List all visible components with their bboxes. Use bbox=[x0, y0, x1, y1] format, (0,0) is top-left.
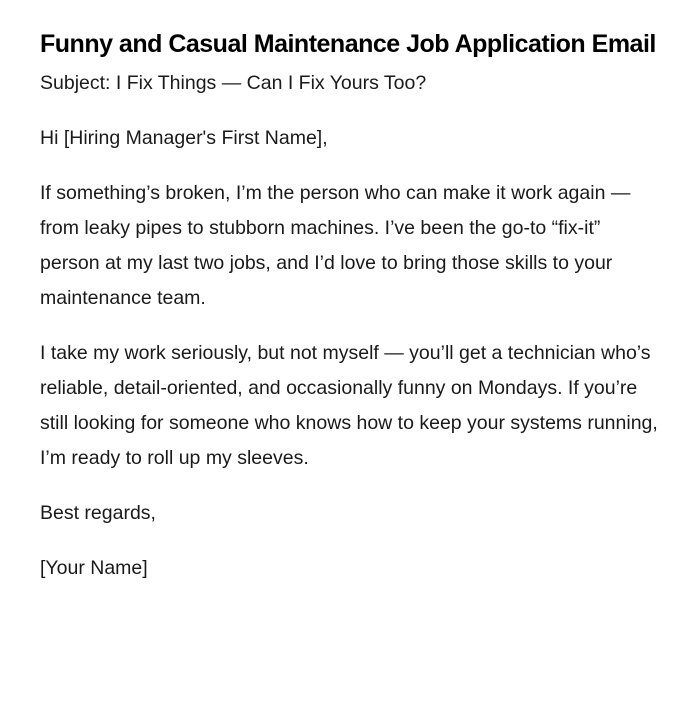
email-signature: [Your Name] bbox=[40, 557, 148, 579]
email-subject-line: Subject: I Fix Things — Can I Fix Yours Too? bbox=[40, 72, 427, 94]
email-body-paragraph-1: If something’s broken, I’m the person who can make it work again — from leaky pipes to stubborn machines. I’ve been the go-to “fix-it” person at my last two jobs, and I’d love to bring those skills to your maintenance team. bbox=[40, 182, 631, 309]
page-title: Funny and Casual Maintenance Job Application Email bbox=[40, 30, 656, 58]
email-body-paragraph-2: I take my work seriously, but not myself — you’ll get a technician who’s reliable, detail-oriented, and occasionally funny on Mondays. If you’re still looking for someone who knows how to keep your systems running, I’m ready to roll up my sleeves. bbox=[40, 342, 658, 469]
email-greeting: Hi [Hiring Manager's First Name], bbox=[40, 127, 328, 149]
email-closing: Best regards, bbox=[40, 502, 156, 524]
